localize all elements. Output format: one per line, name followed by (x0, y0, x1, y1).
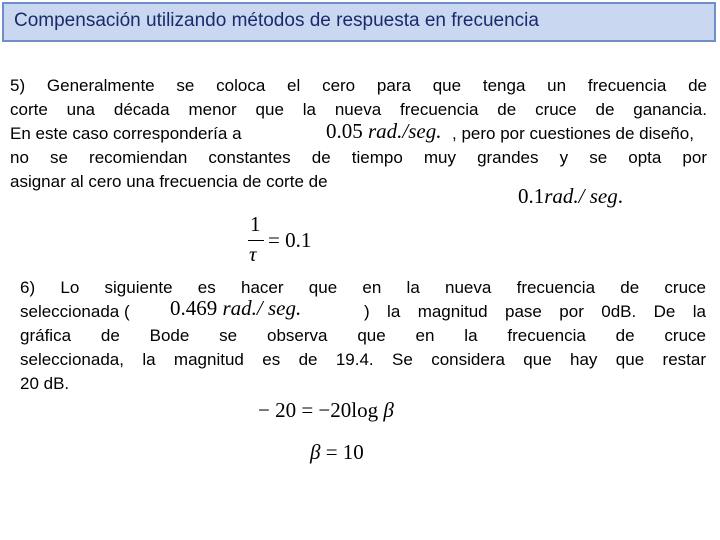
fraction-numerator: 1 (250, 212, 261, 236)
equation-2: − 20 = −20log β (258, 398, 394, 422)
paragraph-6-line-2-start: seleccionada ( (20, 302, 130, 321)
slide-title: Compensación utilizando métodos de respuesta en frecuencia (14, 10, 539, 31)
paragraph-6-line-5: 20 dB. (20, 374, 70, 393)
paragraph-5-line-3-start: En este caso correspondería a (10, 124, 242, 143)
paragraph-5-line-3-end: , pero por cuestiones de diseño, (452, 124, 694, 143)
fraction-denominator: τ (249, 242, 257, 266)
equation-1-rhs: = 0.1 (268, 228, 312, 252)
paragraph-6-line-3: gráfica de Bode se observa que en la frecuencia de cruce (20, 326, 706, 345)
paragraph-5-line-5: asignar al cero una frecuencia de corte de (10, 172, 328, 191)
paragraph-5-line-4: no se recomiendan constantes de tiempo muy grandes y se opta por (10, 148, 707, 167)
paragraph-5-line-1: 5) Generalmente se coloca el cero para que tenga un frecuencia de (10, 76, 707, 95)
formula-0-1-rad-seg: 0.1rad./ seg. (518, 184, 623, 208)
slide-title-bar (2, 2, 716, 42)
paragraph-6-line-4: seleccionada, la magnitud es de 19.4. Se considera que hay que restar (20, 350, 706, 369)
fraction-bar (248, 240, 264, 241)
paragraph-6-line-2-end: ) la magnitud pase por 0dB. De la (364, 302, 706, 321)
paragraph-5-line-2: corte una década menor que la nueva frecuencia de cruce de ganancia. (10, 100, 707, 119)
paragraph-6-line-1: 6) Lo siguiente es hacer que en la nueva frecuencia de cruce (20, 278, 706, 297)
equation-3: β = 10 (310, 440, 364, 464)
formula-0-05-rad-seg: 0.05 rad./seg. (326, 119, 442, 143)
formula-0-469-rad-seg: 0.469 rad./ seg. (170, 296, 302, 320)
